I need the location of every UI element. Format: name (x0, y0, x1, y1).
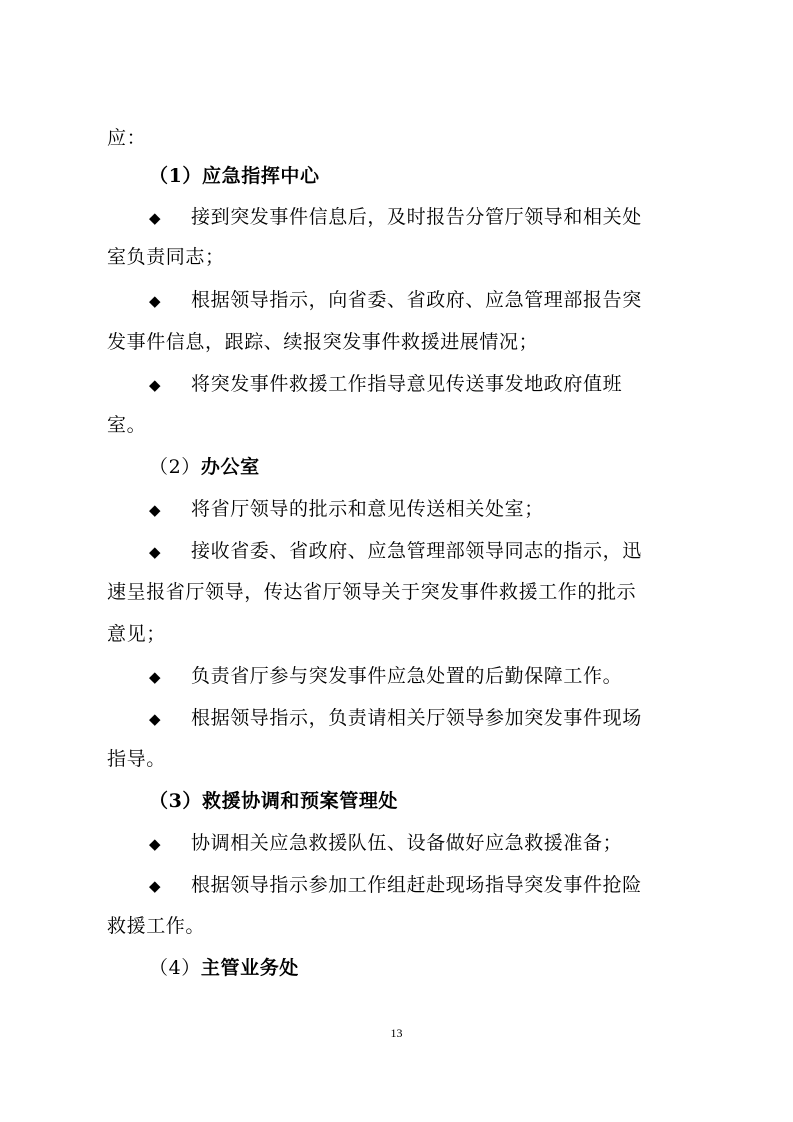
heading-number: （4） (149, 957, 201, 979)
text: 指导。 (107, 748, 166, 770)
page-number: 13 (390, 1026, 403, 1040)
bullet-item-cont (0, 620, 793, 648)
text: 协调相关应急救援队伍、设备做好应急救援准备； (191, 832, 623, 854)
text: 根据领导指示参加工作组赶赴现场指导突发事件抢险 (191, 874, 642, 896)
text: 根据领导指示，向省委、省政府、应急管理部报告突 (191, 289, 642, 311)
bullet-item-cont (0, 745, 793, 773)
diamond-bullet-icon: ◆ (149, 376, 162, 394)
heading-number: （3） (149, 790, 203, 812)
diamond-bullet-icon: ◆ (149, 209, 162, 227)
text: 将省厅领导的批示和意见传送相关处室； (191, 498, 544, 520)
text: 室。 (107, 414, 147, 436)
bullet-item (0, 829, 793, 858)
bullet-item (0, 537, 793, 566)
text: 意见； (107, 623, 166, 645)
section-heading-4 (0, 954, 793, 982)
diamond-bullet-icon: ◆ (149, 501, 162, 519)
bullet-item-cont (0, 411, 793, 439)
text: 速呈报省厅领导，传达省厅领导关于突发事件救援工作的批示 (107, 581, 637, 603)
heading-number: （2） (149, 456, 201, 478)
diamond-bullet-icon: ◆ (149, 543, 162, 561)
paragraph-line (0, 124, 793, 152)
bullet-item (0, 662, 793, 691)
text: 根据领导指示，负责请相关厅领导参加突发事件现场 (191, 707, 642, 729)
bullet-item (0, 370, 793, 399)
bullet-item-cont (0, 578, 793, 606)
section-heading-1 (0, 162, 793, 190)
diamond-bullet-icon: ◆ (149, 877, 162, 895)
bullet-item-cont (0, 912, 793, 940)
heading-number: （1） (149, 165, 203, 187)
text: 负责省厅参与突发事件应急处置的后勤保障工作。 (191, 665, 623, 687)
text: 应： (107, 127, 147, 149)
bullet-item-cont (0, 243, 793, 271)
diamond-bullet-icon: ◆ (149, 710, 162, 728)
bullet-item (0, 871, 793, 900)
text: 将突发事件救援工作指导意见传送事发地政府值班 (191, 373, 623, 395)
text: 救援工作。 (107, 915, 206, 937)
bullet-item (0, 495, 793, 524)
diamond-bullet-icon: ◆ (149, 835, 162, 853)
section-heading-2 (0, 453, 793, 481)
bullet-item (0, 286, 793, 315)
text: 接收省委、省政府、应急管理部领导同志的指示，迅 (191, 540, 642, 562)
section-heading-3 (0, 787, 793, 815)
text: 室负责同志； (107, 246, 225, 268)
bullet-item (0, 203, 793, 232)
heading-title: 应急指挥中心 (202, 165, 320, 187)
diamond-bullet-icon: ◆ (149, 292, 162, 310)
heading-title: 主管业务处 (200, 957, 299, 979)
diamond-bullet-icon: ◆ (149, 668, 162, 686)
text: 接到突发事件信息后，及时报告分管厅领导和相关处 (191, 206, 642, 228)
heading-title: 办公室 (200, 456, 260, 478)
heading-title: 救援协调和预案管理处 (202, 790, 399, 812)
text: 发事件信息，跟踪、续报突发事件救援进展情况； (107, 331, 539, 353)
bullet-item (0, 704, 793, 733)
bullet-item-cont (0, 328, 793, 356)
